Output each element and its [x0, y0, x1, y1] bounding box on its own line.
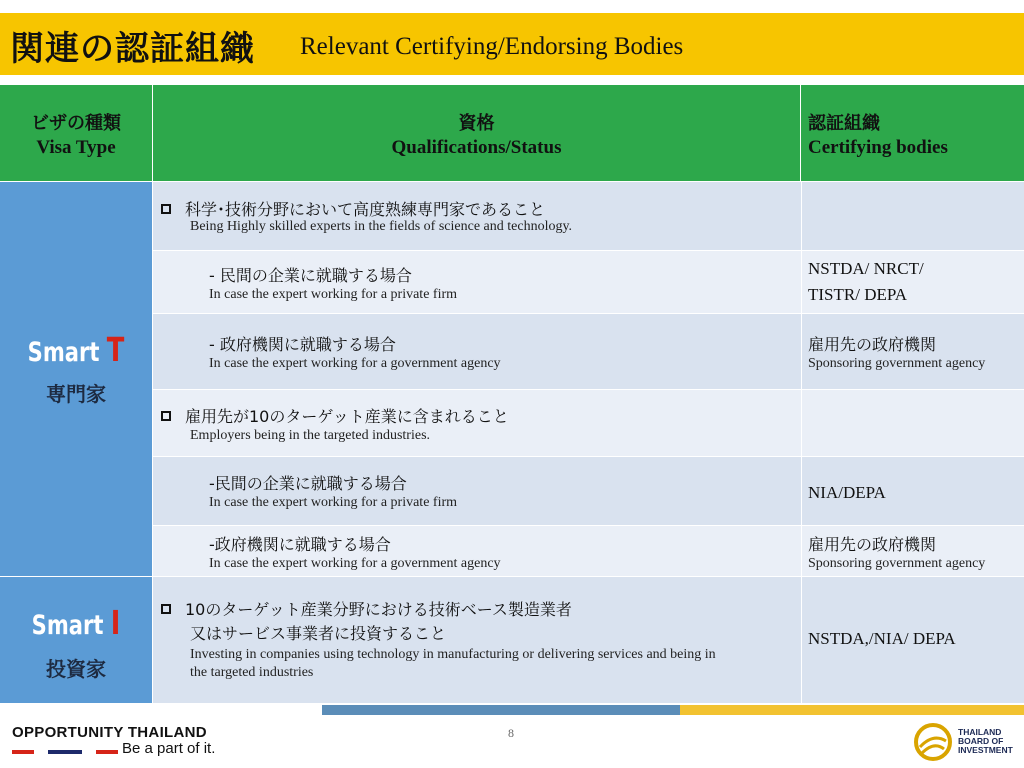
qualification-jp: 科学･技術分野において高度熟練専門家であること	[161, 197, 545, 220]
certifying-body-jp: 雇用先の政府機関	[808, 335, 937, 354]
qualification-jp: -民間の企業に就職する場合	[209, 474, 407, 493]
flag-stripe-navy	[48, 750, 82, 754]
qualification-cell	[153, 390, 800, 456]
header-visa-type	[0, 85, 152, 181]
certifying-body-cell	[801, 314, 1024, 389]
flag-stripe-red	[96, 750, 118, 754]
qualification-jp-line2: 又はサービス事業者に投資すること	[190, 624, 447, 643]
certification-table	[0, 85, 1024, 703]
qualification-cell	[153, 182, 800, 250]
qualification-jp: - 政府機関に就職する場合	[209, 335, 396, 354]
smart-t-jp: 専門家	[46, 382, 106, 406]
header-certifying-bodies	[801, 85, 1024, 181]
qualification-jp: 10のターゲット産業分野における技術ベース製造業者	[161, 597, 572, 620]
page-number: 8	[508, 726, 514, 740]
qualification-en: Investing in companies using technology in manufacturing or delivering services and being in	[190, 647, 716, 662]
footer-bar-gold	[680, 705, 1024, 715]
smart-i-jp: 投資家	[46, 657, 106, 681]
certifying-body-cell	[801, 390, 1024, 456]
smart-t-label: Smart T	[27, 330, 125, 369]
qualification-en: In case the expert working for a private firm	[209, 287, 458, 302]
certifying-body-cell	[801, 526, 1024, 576]
flag-stripe-red	[12, 750, 34, 754]
qualification-en-line2: the targeted industries	[190, 665, 314, 680]
qualification-en: In case the expert working for a government agency	[209, 356, 501, 371]
boi-logo-text: THAILAND BOARD OF INVESTMENT	[958, 727, 1013, 755]
qualification-cell	[153, 457, 800, 525]
qualification-en: In case the expert working for a government agency	[209, 556, 501, 571]
header-qualifications	[153, 85, 800, 181]
header-bodies-en: Certifying bodies	[808, 137, 948, 158]
certifying-body-line: NIA/DEPA	[808, 483, 886, 502]
qualification-cell	[153, 526, 800, 576]
table-row	[153, 182, 1024, 250]
qualification-en: Employers being in the targeted industries.	[190, 428, 431, 443]
title-bar	[0, 13, 1024, 75]
header-bodies-jp: 認証組織	[808, 113, 880, 134]
visa-cell-smart-t	[0, 182, 152, 576]
qualification-cell	[153, 314, 800, 389]
certifying-body-line: NSTDA,/NIA/ DEPA	[808, 629, 956, 648]
certifying-body-en: Sponsoring government agency	[808, 556, 986, 571]
qualification-cell	[153, 251, 800, 313]
certifying-body-line: TISTR/ DEPA	[808, 285, 908, 304]
qualification-jp: - 民間の企業に就職する場合	[209, 266, 412, 285]
brand-tagline: Be a part of it.	[122, 740, 216, 757]
header-qualifications-en: Qualifications/Status	[391, 137, 562, 158]
certifying-body-jp: 雇用先の政府機関	[808, 535, 937, 554]
certifying-body-cell	[801, 182, 1024, 250]
smart-i-label: Smart I	[31, 603, 121, 642]
header-visa-type-jp: ビザの種類	[31, 113, 121, 134]
checkbox-bullet-icon	[161, 204, 171, 214]
smart-t-letter: T	[106, 330, 125, 369]
certifying-body-cell	[801, 577, 1024, 703]
table-row	[153, 526, 1024, 576]
certifying-body-en: Sponsoring government agency	[808, 356, 986, 371]
certifying-body-cell	[801, 251, 1024, 313]
qualification-jp: 雇用先が10のターゲット産業に含まれること	[161, 404, 509, 427]
table-row	[153, 251, 1024, 313]
smart-i-letter: I	[110, 603, 121, 642]
certifying-body-line: NSTDA/ NRCT/	[808, 259, 924, 278]
page-title-jp: 関連の認証組織	[10, 29, 255, 69]
visa-cell-smart-i	[0, 577, 152, 703]
table-row	[153, 390, 1024, 456]
boi-logo-icon	[914, 723, 952, 761]
table-row	[153, 577, 1024, 703]
checkbox-bullet-icon	[161, 411, 171, 421]
brand-name: OPPORTUNITY THAILAND	[12, 724, 207, 741]
checkbox-bullet-icon	[161, 604, 171, 614]
qualification-en: In case the expert working for a private firm	[209, 495, 458, 510]
table-row	[153, 314, 1024, 389]
certifying-body-cell	[801, 457, 1024, 525]
header-visa-type-en: Visa Type	[36, 137, 116, 158]
qualification-en: Being Highly skilled experts in the fields of science and technology.	[190, 219, 573, 234]
qualification-cell	[153, 577, 800, 703]
page-title-en: Relevant Certifying/Endorsing Bodies	[300, 33, 684, 60]
table-row	[153, 457, 1024, 525]
header-qualifications-jp: 資格	[458, 113, 495, 134]
qualification-jp: -政府機関に就職する場合	[209, 535, 391, 554]
footer-bar-blue	[322, 705, 680, 715]
